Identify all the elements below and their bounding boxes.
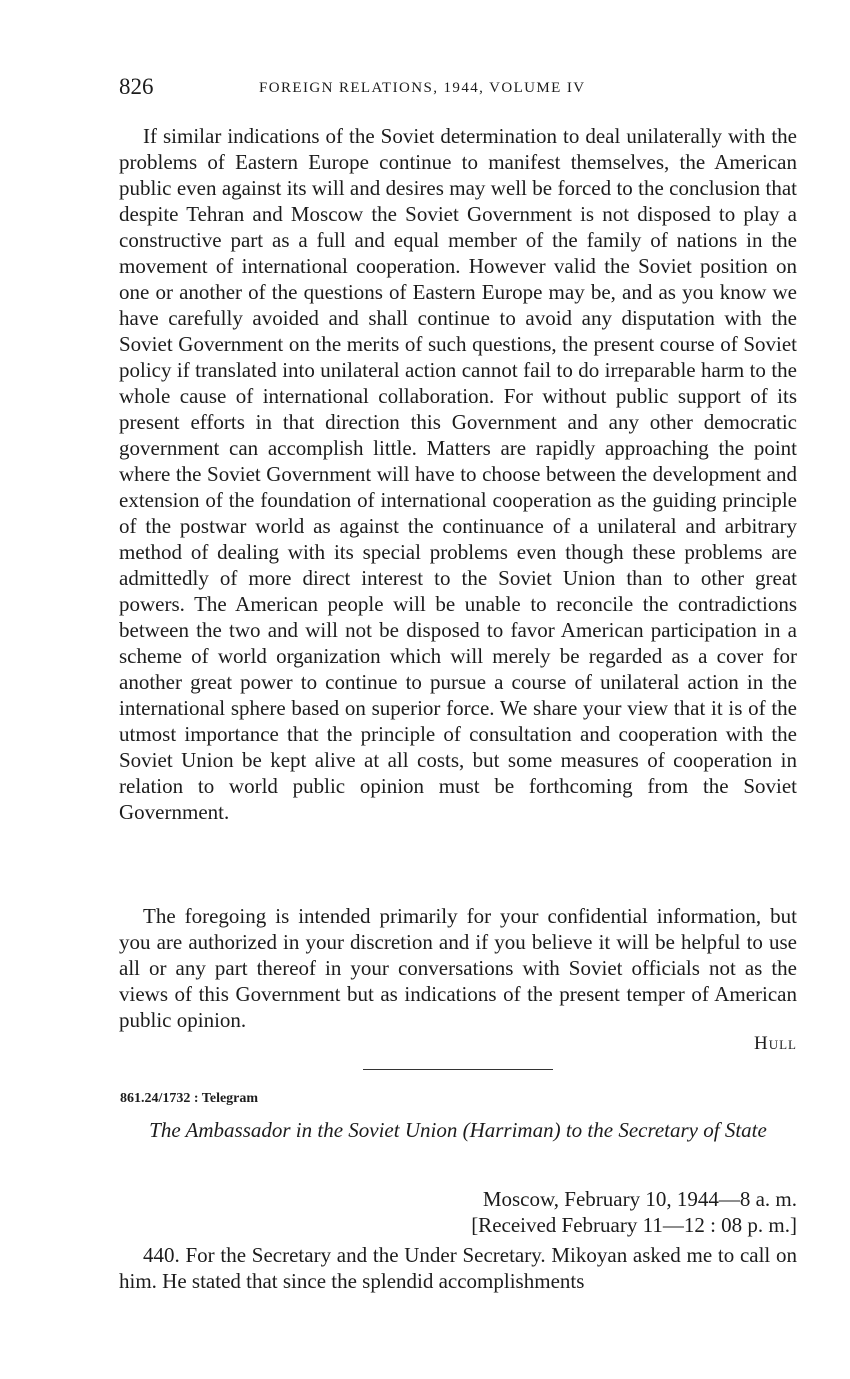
received-line: [Received February 11—12 : 08 p. m.] bbox=[471, 1213, 797, 1237]
running-head: FOREIGN RELATIONS, 1944, VOLUME IV bbox=[259, 80, 586, 96]
page-header bbox=[119, 74, 797, 104]
section-divider bbox=[363, 1069, 553, 1070]
file-reference: 861.24/1732 : Telegram bbox=[120, 1091, 259, 1106]
body-paragraph: 440. For the Secretary and the Under Secretary. Mikoyan asked me to call on him. He stated that since the splendid accomplishments bbox=[119, 1243, 797, 1293]
body-paragraph: The foregoing is intended primarily for your confidential information, but you are authorized in your discretion and if you believe it will be helpful to use all or any part thereof in your conversations with Soviet officials not as the views of this Government but as indications of the present temper of American public opinion. bbox=[119, 904, 797, 1032]
signature: Hull bbox=[754, 1033, 797, 1054]
document-title: The Ambassador in the Soviet Union (Harriman) to the Secretary of State bbox=[149, 1118, 767, 1142]
page-number: 826 bbox=[119, 74, 154, 99]
body-paragraph: If similar indications of the Soviet determination to deal unilaterally with the problems of Eastern Europe continue to manifest themselves, the American public even against its will and desires may well be forced to the conclusion that despite Tehran and Moscow the Soviet Government is not disposed to play a constructive part as a full and equal member of the family of nations in the movement of international cooperation. However valid the Soviet position on one or another of the questions of Eastern Europe may be, and as you know we have carefully avoided and shall continue to avoid any disputation with the Soviet Government on the merits of such questions, the present course of Soviet policy if translated into unilateral action cannot fail to do irreparable harm to the whole cause of international collaboration. For without public support of its present efforts in that direction this Government and any other democratic government can accomplish little. Matters are rapidly approaching the point where the Soviet Government will have to choose between the development and extension of the foundation of international cooperation as the guiding principle of the postwar world as against the continuance of a unilateral and arbitrary method of dealing with its special problems even though these problems are admittedly of more direct interest to the Soviet Union than to other great powers. The American people will be unable to reconcile the contradictions between the two and will not be disposed to favor American participation in a scheme of world organization which will merely be regarded as a cover for another great power to continue to pursue a course of unilateral action in the international sphere based on superior force. We share your view that it is of the utmost importance that the principle of consultation and cooperation with the Soviet Union be kept alive at all costs, but some measures of cooperation in relation to world public opinion must be forthcoming from the Soviet Government. bbox=[119, 124, 797, 824]
dateline: Moscow, February 10, 1944—8 a. m. bbox=[482, 1187, 797, 1211]
